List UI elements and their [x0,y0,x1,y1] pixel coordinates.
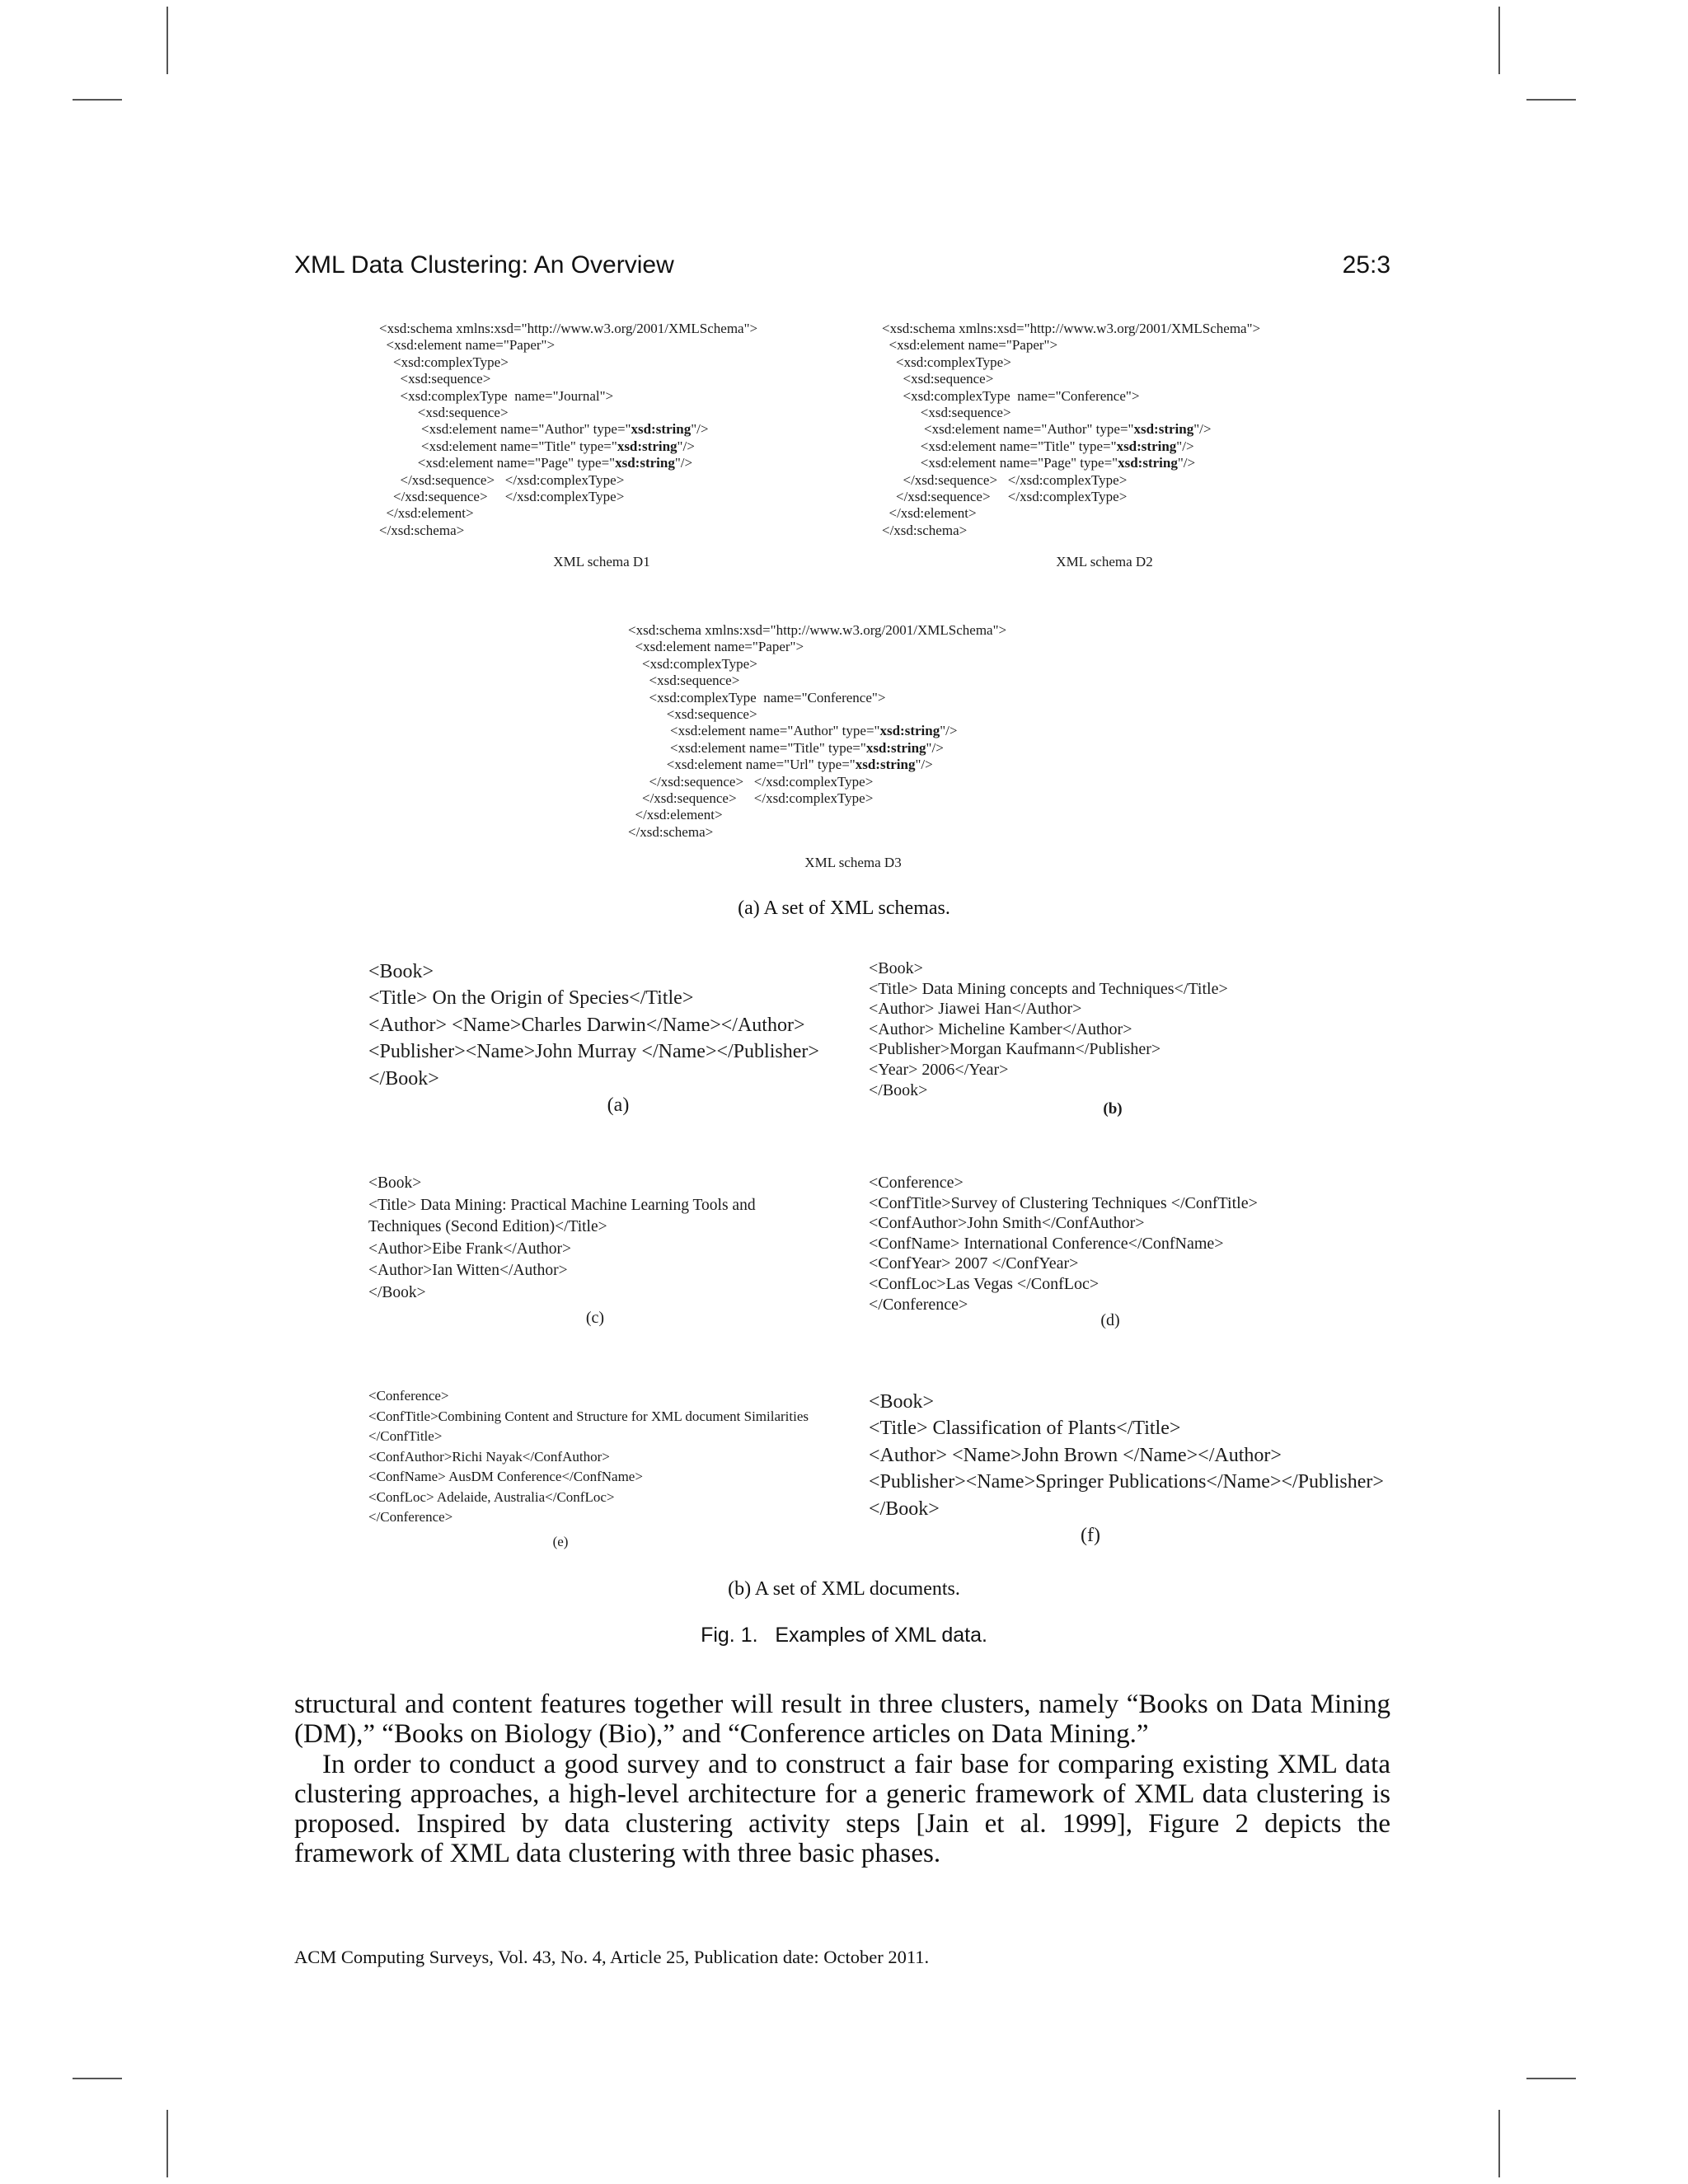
document-d-label: (d) [1100,1311,1120,1329]
schema-line: <xsd:element name="Paper"> [628,639,804,655]
document-line: <Title> Data Mining concepts and Techniques</Title> [869,979,1228,998]
schema-line: </xsd:sequence> </xsd:complexType> [628,773,874,790]
schema-line: <xsd:sequence> [379,404,509,420]
schema-line: <xsd:complexType> [628,655,757,672]
schema-line: </xsd:sequence> </xsd:complexType> [882,488,1128,504]
schema-d3 [628,622,1006,841]
document-line: </Book> [869,1497,940,1520]
schema-line: <xsd:element name="Author" type="xsd:string"/> [628,723,958,739]
document-line: </Book> [869,1080,928,1099]
document-line: <Book> [869,1391,935,1413]
schema-d2-label: XML schema D2 [1056,554,1153,569]
crop-mark [73,2078,122,2079]
document-f-label: (f) [1081,1525,1100,1546]
crop-mark [1526,2078,1576,2079]
running-head [294,251,1390,288]
document-line: </Book> [368,1067,439,1090]
schema-line: <xsd:schema xmlns:xsd="http://www.w3.org/2001/XMLSchema"> [379,321,758,336]
schema-line: <xsd:element name="Url" type="xsd:string"/> [628,757,933,773]
schema-line: <xsd:complexType> [882,354,1011,370]
schema-line: </xsd:element> [882,505,977,522]
schema-line: </xsd:sequence> </xsd:complexType> [379,488,625,504]
document-line: <Year> 2006</Year> [869,1060,1009,1079]
schema-line: </xsd:schema> [882,522,968,538]
documents-caption: (b) A set of XML documents. [728,1578,960,1600]
schema-line: <xsd:element name="Paper"> [379,337,556,354]
schema-d2 [882,321,1260,539]
schema-line: </xsd:schema> [628,823,714,840]
document-line: <Title> Data Mining: Practical Machine Learning Tools and [368,1196,756,1214]
schema-line: <xsd:element name="Title" type="xsd:string"/> [628,739,944,756]
schema-line: <xsd:element name="Paper"> [882,337,1058,354]
schema-line: <xsd:element name="Author" type="xsd:string"/> [882,421,1212,438]
document-line: <Author> <Name>John Brown </Name></Author> [869,1444,1282,1466]
crop-mark [1498,2110,1500,2177]
document-line: <Publisher><Name>Springer Publications</Name></Publisher> [869,1471,1384,1493]
xml-document-e [368,1386,809,1528]
document-line: </Conference> [368,1509,453,1525]
body-paragraph: structural and content features together will result in three clusters, namely “Books on Data Mining (DM),” “Books on Biology (Bio),” and “Conference articles on Data Mining.” [294,1690,1390,1750]
document-line: <Title> On the Origin of Species</Title> [368,987,694,1010]
schema-line: <xsd:sequence> [628,673,740,689]
schema-line: <xsd:element name="Page" type="xsd:string"/> [379,455,693,471]
document-line: <Book> [368,961,434,982]
schema-line: </xsd:element> [628,807,723,823]
schema-line: <xsd:sequence> [882,404,1011,420]
schema-line: <xsd:sequence> [628,705,757,722]
body-paragraph: In order to conduct a good survey and to construct a fair base for comparing existing XML data clustering approaches, a high-level architecture for a generic framework of XML data clustering is proposed. Inspired by data clustering activity steps [Jain et al. 1999], Figure 2 depicts the framework of XML data clustering with three basic phases. [294,1749,1390,1869]
document-line: Techniques (Second Edition)</Title> [368,1218,607,1236]
document-line: <Author>Eibe Frank</Author> [368,1240,571,1258]
xml-document-b [869,958,1228,1100]
document-line: <Conference> [368,1388,449,1404]
document-line: <Author> Jiawei Han</Author> [869,1000,1082,1019]
document-line: <Book> [368,1174,422,1192]
body-text [294,1690,1390,1869]
schema-line: </xsd:sequence> </xsd:complexType> [882,471,1128,488]
document-line: <Conference> [869,1174,964,1192]
schema-line: <xsd:sequence> [379,371,491,387]
document-line: <Author> <Name>Charles Darwin</Name></Author> [368,1014,805,1036]
schema-line: <xsd:sequence> [882,371,994,387]
schema-line: <xsd:complexType name="Conference"> [882,387,1140,404]
schema-line: <xsd:element name="Title" type="xsd:string"/> [882,438,1194,454]
schema-line: </xsd:schema> [379,522,465,538]
document-line: <ConfTitle>Survey of Clustering Techniques </ConfTitle> [869,1193,1258,1212]
document-line: <Author> Micheline Kamber</Author> [869,1019,1132,1038]
document-line: <ConfTitle>Combining Content and Structure for XML document Similarities [368,1408,809,1424]
xml-document-c [368,1173,756,1305]
schema-line: <xsd:element name="Title" type="xsd:string"/> [379,438,695,454]
footer-citation: ACM Computing Surveys, Vol. 43, No. 4, Article 25, Publication date: October 2011. [294,1947,930,1967]
schema-line: <xsd:schema xmlns:xsd="http://www.w3.org/2001/XMLSchema"> [882,321,1261,336]
schema-line: </xsd:sequence> </xsd:complexType> [628,790,874,806]
document-e-label: (e) [552,1534,569,1549]
crop-mark [1526,99,1576,101]
document-line: <Title> Classification of Plants</Title> [869,1418,1181,1440]
schemas-caption: (a) A set of XML schemas. [738,898,950,919]
xml-document-a [368,958,819,1092]
document-b-label: (b) [1103,1100,1123,1118]
document-line: <ConfAuthor>John Smith</ConfAuthor> [869,1214,1145,1233]
document-line: <ConfName> International Conference</ConfName> [869,1234,1224,1253]
schema-line: <xsd:schema xmlns:xsd="http://www.w3.org/2001/XMLSchema"> [628,622,1007,638]
crop-mark [1498,7,1500,74]
document-line: <Publisher>Morgan Kaufmann</Publisher> [869,1040,1161,1059]
figure-caption: Fig. 1. Examples of XML data. [701,1624,987,1647]
schema-d1-label: XML schema D1 [553,554,650,569]
schema-line: <xsd:element name="Author" type="xsd:string"/> [379,421,709,438]
document-line: <Publisher><Name>John Murray </Name></Publisher> [368,1041,819,1063]
document-line: <ConfLoc> Adelaide, Australia</ConfLoc> [368,1488,615,1505]
document-line: <ConfName> AusDM Conference</ConfName> [368,1469,643,1484]
document-c-label: (c) [585,1309,605,1327]
crop-mark [166,2110,168,2177]
crop-mark [166,7,168,74]
document-a-label: (a) [607,1094,630,1116]
document-line: </Book> [368,1283,426,1301]
schema-line: <xsd:complexType name="Journal"> [379,387,614,404]
running-title: XML Data Clustering: An Overview [294,251,674,279]
document-line: <Author>Ian Witten</Author> [368,1262,568,1280]
xml-document-d [869,1173,1258,1315]
document-line: <ConfYear> 2007 </ConfYear> [869,1254,1079,1273]
document-line: </ConfTitle> [368,1428,443,1444]
document-line: <ConfAuthor>Richi Nayak</ConfAuthor> [368,1448,610,1465]
page-number: 25:3 [1342,251,1390,279]
document-line: <ConfLoc>Las Vegas </ConfLoc> [869,1274,1100,1293]
schema-line: </xsd:sequence> </xsd:complexType> [379,471,625,488]
schema-line: <xsd:element name="Page" type="xsd:string"/> [882,455,1196,471]
xml-document-f [869,1389,1384,1522]
schema-line: <xsd:complexType> [379,354,509,370]
document-line: <Book> [869,959,923,977]
schema-line: <xsd:complexType name="Conference"> [628,689,886,705]
schema-d3-label: XML schema D3 [804,855,902,870]
crop-mark [73,99,122,101]
document-line: </Conference> [869,1295,968,1314]
schema-d1 [379,321,757,539]
schema-line: </xsd:element> [379,505,474,522]
